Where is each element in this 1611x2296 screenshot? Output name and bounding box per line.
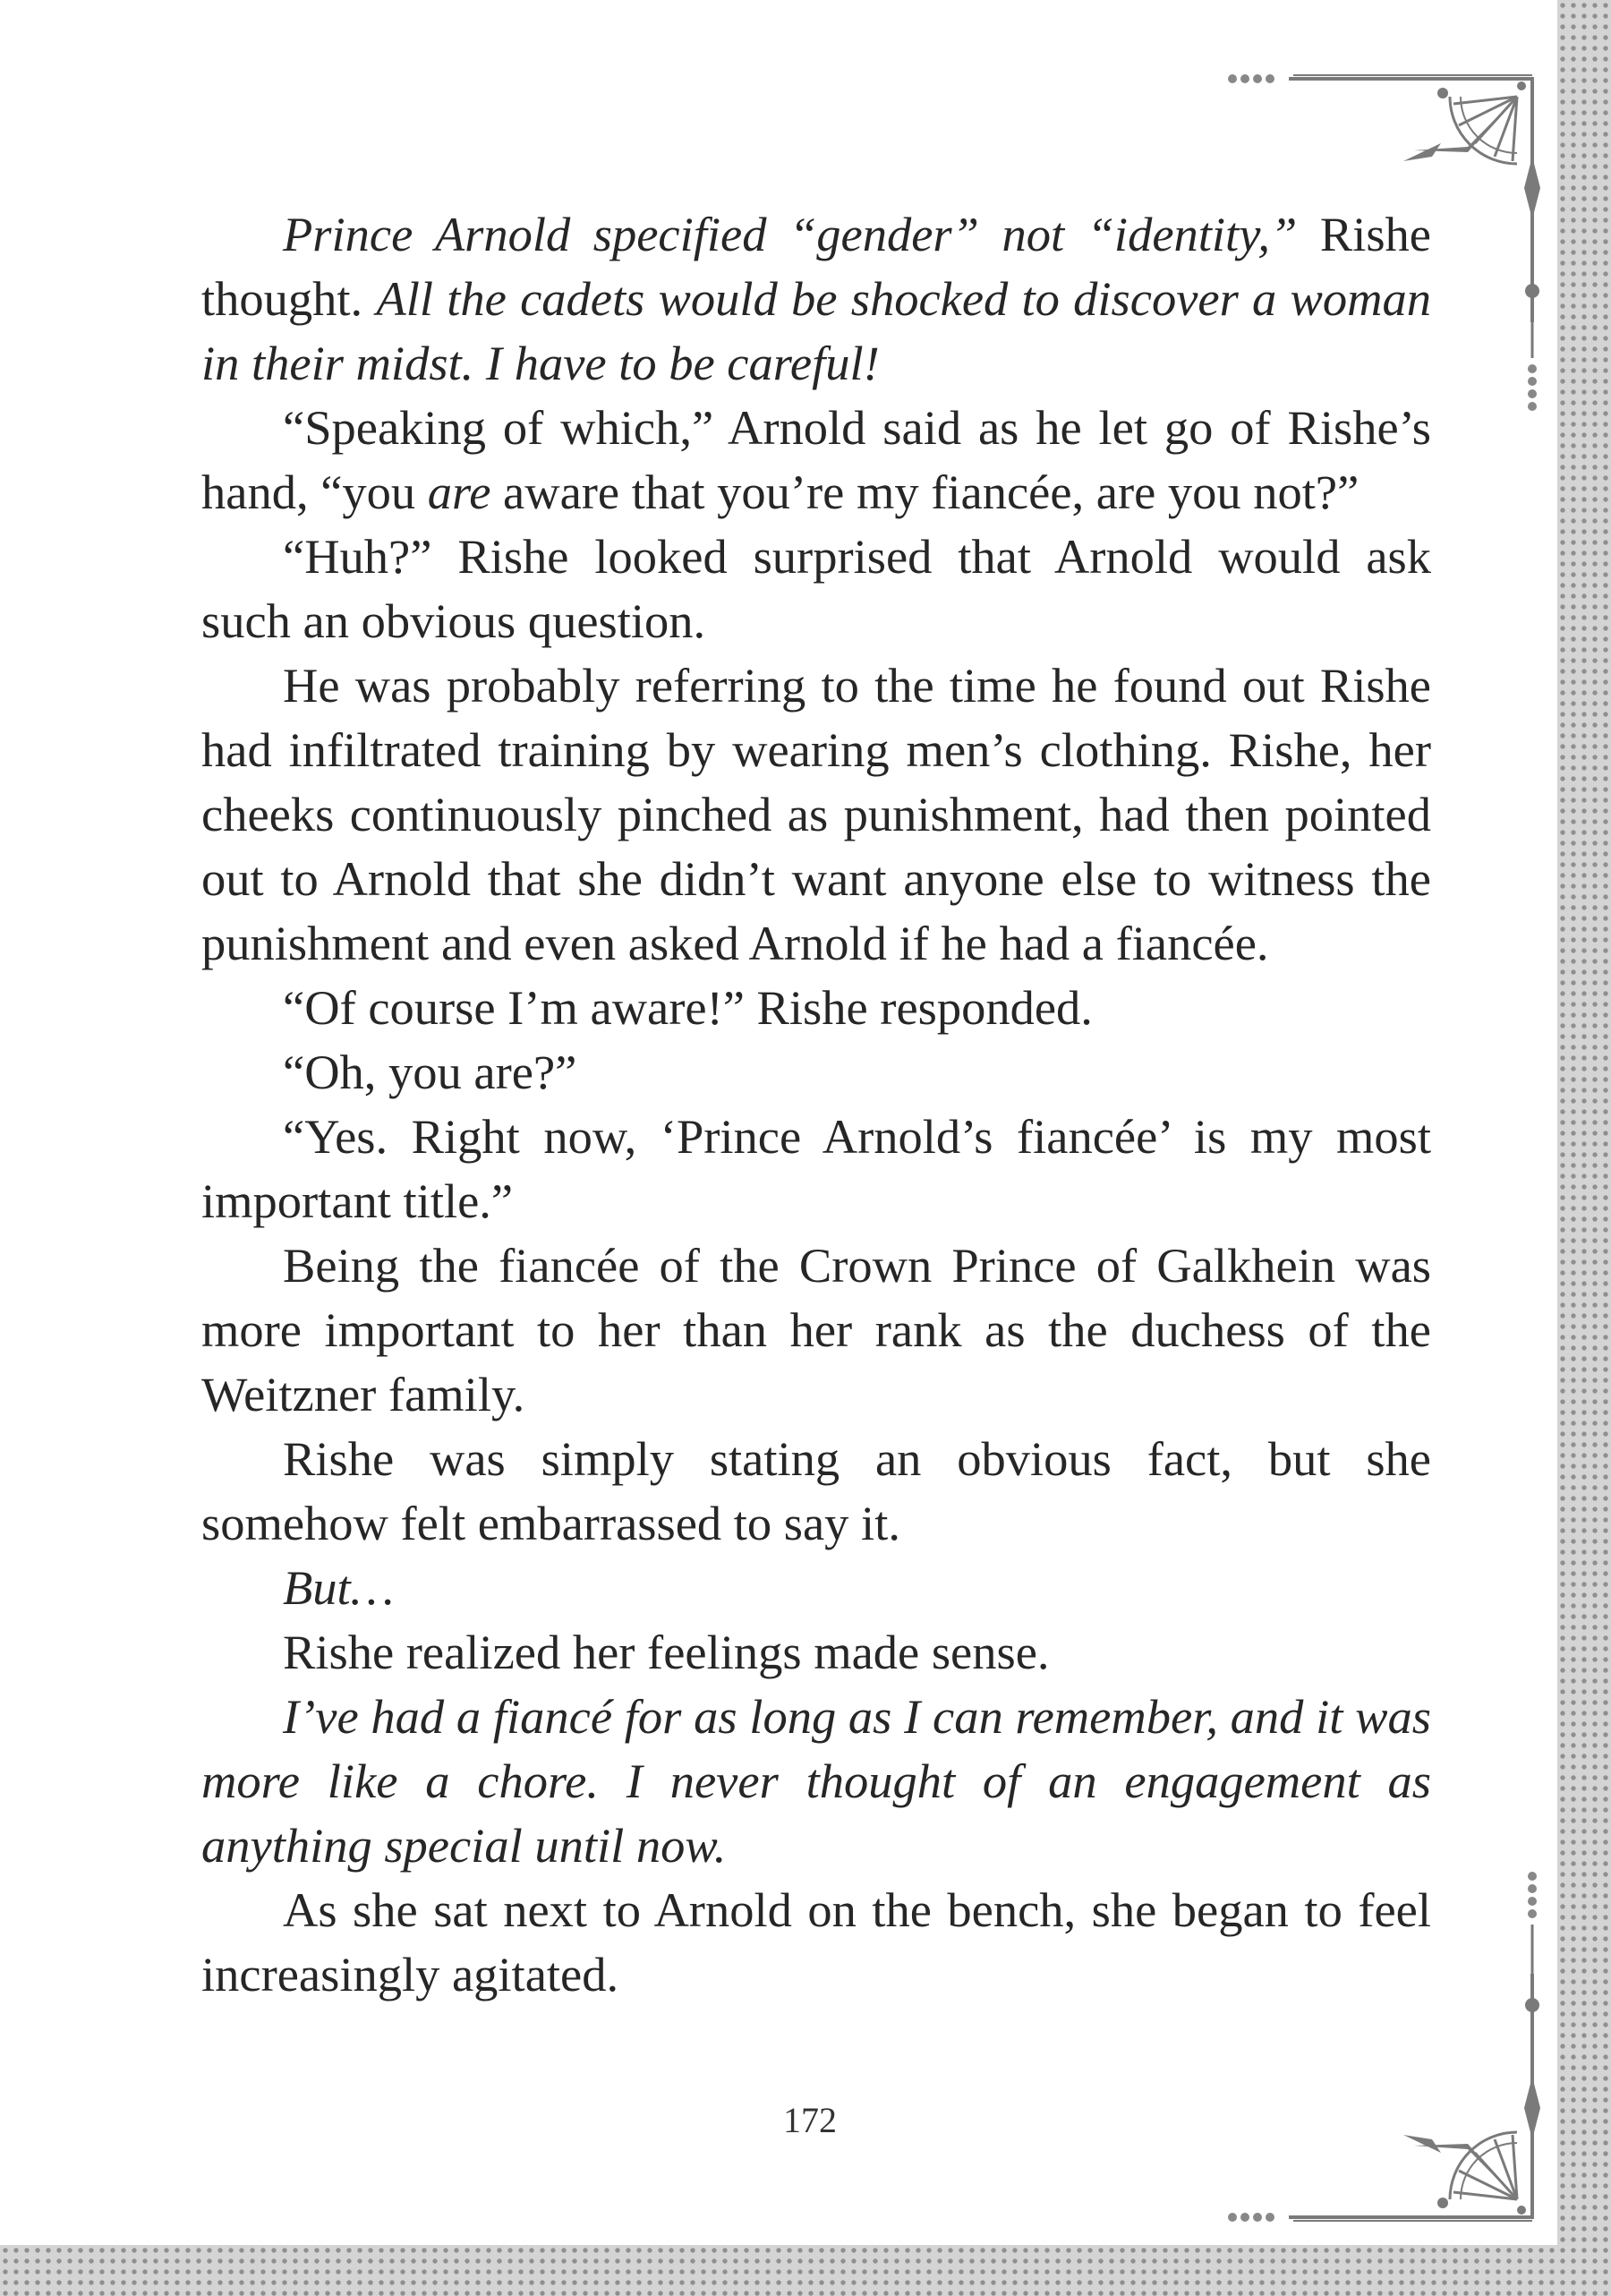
paragraph bbox=[201, 976, 1431, 1040]
italic-text-segment: All the cadets would be shocked to discover a woman in their midst. I have to be careful! bbox=[201, 271, 1431, 390]
paragraph bbox=[201, 653, 1431, 976]
text-segment: “Yes. Right now, ‘Prince Arnold’s fiancée’ is my most important title.” bbox=[201, 1109, 1431, 1228]
text-segment: Rishe thought. bbox=[201, 207, 1431, 326]
italic-text-segment: I’ve had a fiancé for as long as I can remember, and it was more like a chore. I never thought of an engagement as anything special until now. bbox=[201, 1689, 1431, 1873]
paragraph bbox=[201, 1427, 1431, 1556]
paragraph bbox=[201, 1233, 1431, 1427]
text-segment: Rishe realized her feelings made sense. bbox=[283, 1625, 1050, 1679]
text-segment: aware that you’re my fiancée, are you not?” bbox=[490, 465, 1360, 519]
italic-text-segment: are bbox=[427, 465, 491, 519]
text-segment: “Huh?” Rishe looked surprised that Arnold would ask such an obvious question. bbox=[201, 529, 1431, 648]
text-segment: As she sat next to Arnold on the bench, she began to feel increasingly agitated. bbox=[201, 1882, 1431, 2002]
paragraph bbox=[201, 1556, 1431, 1620]
paragraph bbox=[201, 1620, 1431, 1685]
text-segment: He was probably referring to the time he found out Rishe had infiltrated training by wearing men’s clothing. Rishe, her cheeks continuously pinched as punishment, had then pointed out to Arnold that she didn’t want anyone else to witness the punishment and even asked Arnold if he had a fiancée. bbox=[201, 658, 1431, 970]
body-text bbox=[201, 202, 1431, 2007]
page-number: 172 bbox=[783, 2100, 837, 2140]
italic-text-segment: But… bbox=[283, 1560, 395, 1615]
text-segment: Rishe was simply stating an obvious fact, but she somehow felt embarrassed to say it. bbox=[201, 1431, 1431, 1550]
text-segment: “Of course I’m aware!” Rishe responded. bbox=[283, 980, 1093, 1035]
paragraph bbox=[201, 1040, 1431, 1105]
paragraph bbox=[201, 396, 1431, 525]
paragraph bbox=[201, 1685, 1431, 1878]
paragraph bbox=[201, 525, 1431, 653]
text-segment: “Speaking of which,” Arnold said as he let go of Rishe’s hand, “you bbox=[201, 400, 1431, 519]
text-segment: “Oh, you are?” bbox=[283, 1045, 577, 1099]
paragraph bbox=[201, 202, 1431, 396]
paragraph bbox=[201, 1878, 1431, 2007]
paragraph bbox=[201, 1105, 1431, 1233]
italic-text-segment: Prince Arnold specified “gender” not “identity,” bbox=[283, 207, 1298, 261]
text-segment: Being the fiancée of the Crown Prince of Galkhein was more important to her than her rank as the duchess of the Weitzner family. bbox=[201, 1238, 1431, 1421]
